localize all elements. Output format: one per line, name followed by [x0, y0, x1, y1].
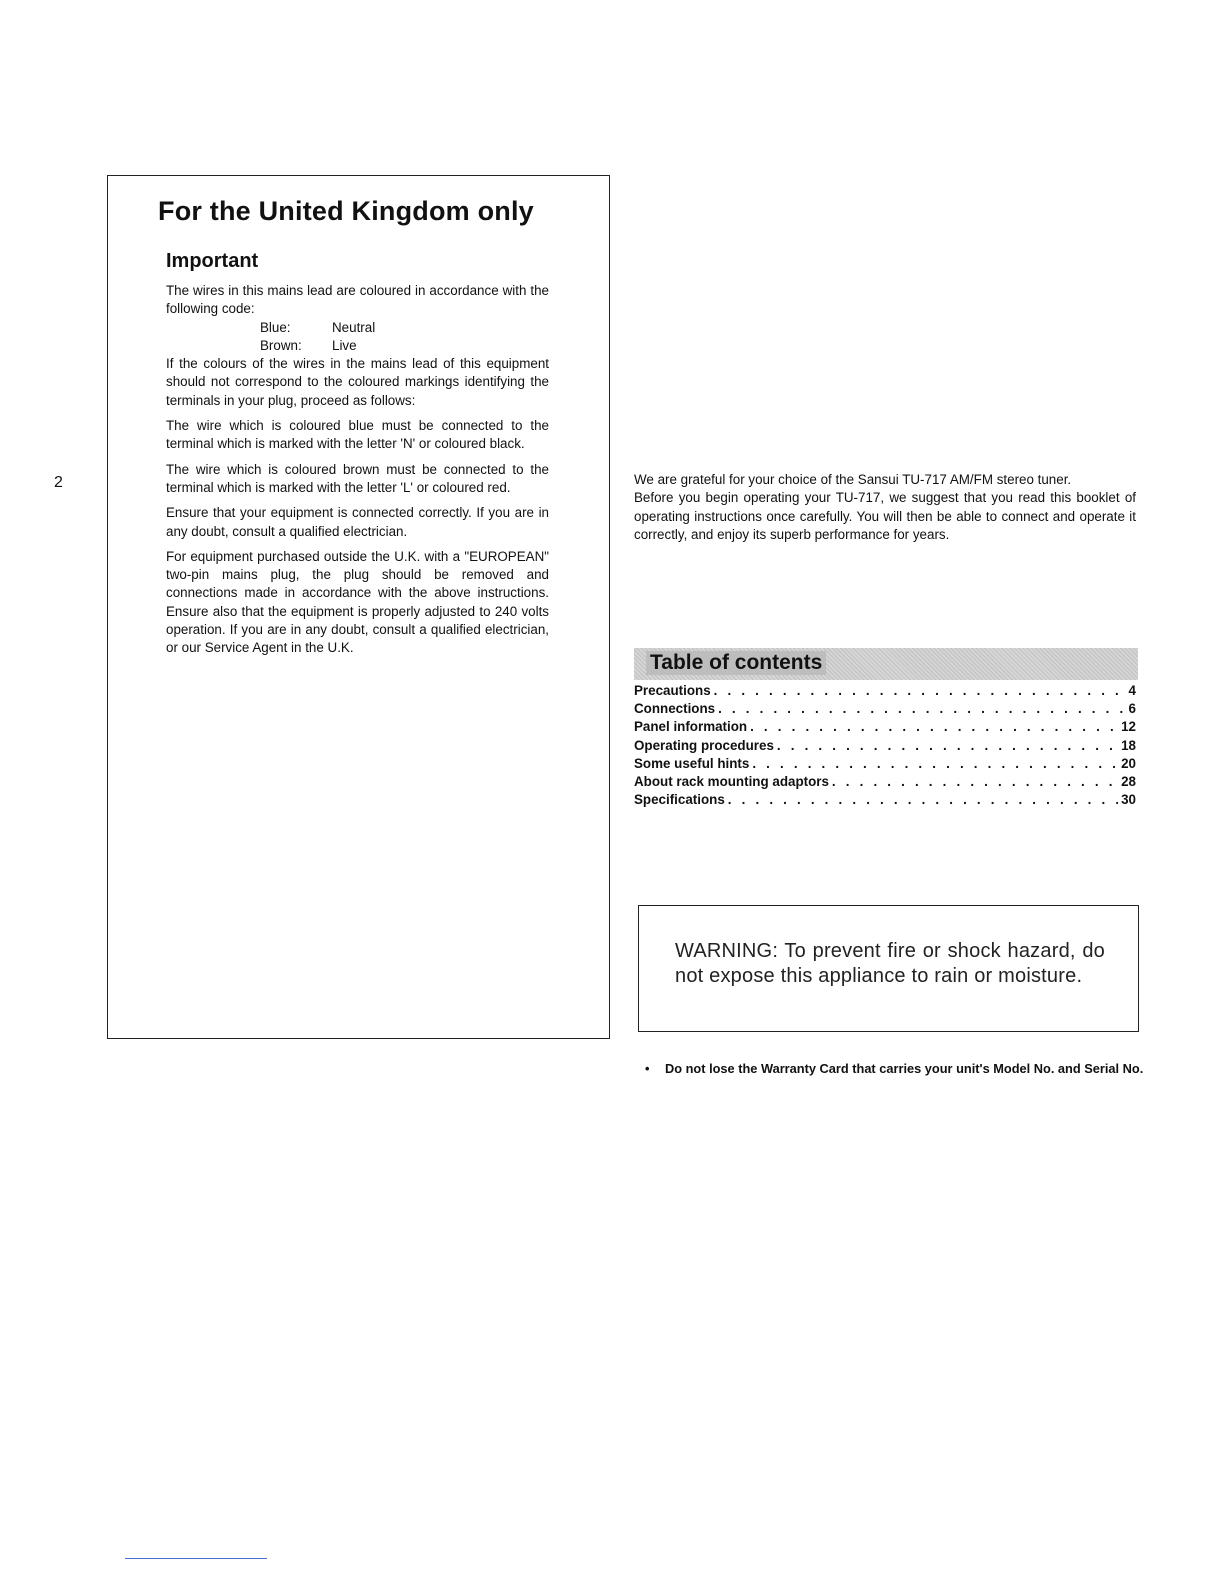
code-colour-blue: Blue:	[260, 319, 291, 335]
colour-mismatch-paragraph: If the colours of the wires in the mains lead of this equipment should not correspond to the coloured markings identifying the terminals in your plug, proceed as follows:	[166, 356, 549, 408]
toc-item-panel-information[interactable]	[634, 719, 1136, 737]
intro-thanks: We are grateful for your choice of the Sansui TU-717 AM/FM stereo tuner.	[634, 472, 1072, 487]
toc-leader-dots	[718, 701, 1125, 716]
toc-item-label: About rack mounting adaptors	[634, 773, 829, 789]
intro-text	[634, 471, 1136, 544]
bullet-icon: •	[645, 1061, 650, 1076]
mains-lead-code-intro: The wires in this mains lead are coloured in accordance with the following code:	[166, 283, 549, 317]
toc-leader-dots	[714, 683, 1126, 698]
important-heading: Important	[166, 250, 259, 272]
toc-leader-dots	[832, 774, 1118, 789]
toc-item-useful-hints[interactable]	[634, 756, 1136, 774]
uk-section-title: For the United Kingdom only	[158, 196, 534, 226]
code-meaning-live: Live	[332, 337, 357, 353]
toc-item-page: 6	[1128, 701, 1136, 717]
toc-item-page: 12	[1121, 719, 1136, 735]
table-of-contents	[634, 683, 1136, 810]
code-colour-brown: Brown:	[260, 337, 302, 353]
european-plug-paragraph: For equipment purchased outside the U.K. with a "EUROPEAN" two-pin mains plug, the plug should be removed and connections made in accordance with the above instructions. Ensure also that the equipment is properly adjusted to 240 volts operation. If you are in any doubt, consult a qualified electrician, or our Service Agent in the U.K.	[166, 548, 549, 656]
toc-item-operating-procedures[interactable]	[634, 738, 1136, 756]
toc-item-label: Operating procedures	[634, 737, 774, 753]
toc-item-page: 30	[1121, 792, 1136, 808]
code-row-brown	[166, 337, 549, 355]
toc-item-page: 20	[1121, 755, 1136, 771]
page-number: 2	[54, 474, 63, 491]
toc-leader-dots	[752, 756, 1118, 771]
toc-title: Table of contents	[646, 651, 826, 675]
toc-item-page: 18	[1121, 737, 1136, 753]
code-row-blue	[166, 319, 549, 337]
footer-rule	[125, 1558, 267, 1559]
toc-item-rack-mounting[interactable]	[634, 774, 1136, 792]
toc-item-connections[interactable]	[634, 701, 1136, 719]
toc-item-label: Panel information	[634, 719, 748, 735]
toc-leader-dots	[777, 738, 1118, 753]
warranty-note-text: Do not lose the Warranty Card that carries your unit's Model No. and Serial No.	[665, 1061, 1144, 1076]
toc-item-label: Some useful hints	[634, 755, 750, 771]
brown-wire-paragraph: The wire which is coloured brown must be connected to the terminal which is marked with the letter 'L' or coloured red.	[166, 461, 549, 495]
toc-leader-dots	[750, 719, 1118, 734]
toc-item-page: 4	[1128, 683, 1136, 698]
toc-item-page: 28	[1121, 773, 1136, 789]
warning-box	[638, 905, 1139, 1032]
uk-body	[166, 282, 549, 658]
code-meaning-neutral: Neutral	[332, 319, 376, 335]
ensure-correct-paragraph: Ensure that your equipment is connected correctly. If you are in any doubt, consult a qualified electrician.	[166, 505, 549, 539]
toc-item-precautions[interactable]	[634, 683, 1136, 701]
toc-leader-dots	[728, 792, 1118, 807]
intro-read-booklet: Before you begin operating your TU-717, we suggest that you read this booklet of operating instructions once carefully. You will then be able to connect and operate it correctly, and enjoy its superb performance for years.	[634, 490, 1136, 542]
toc-item-label: Specifications	[634, 792, 725, 808]
toc-item-label: Connections	[634, 701, 716, 717]
toc-item-specifications[interactable]	[634, 792, 1136, 810]
warning-text: WARNING: To prevent fire or shock hazard, do not expose this appliance to rain or moisture.	[675, 940, 1105, 987]
blue-wire-paragraph: The wire which is coloured blue must be connected to the terminal which is marked with the letter 'N' or coloured black.	[166, 418, 549, 452]
toc-item-label: Precautions	[634, 683, 711, 698]
toc-header-band	[634, 648, 1138, 680]
